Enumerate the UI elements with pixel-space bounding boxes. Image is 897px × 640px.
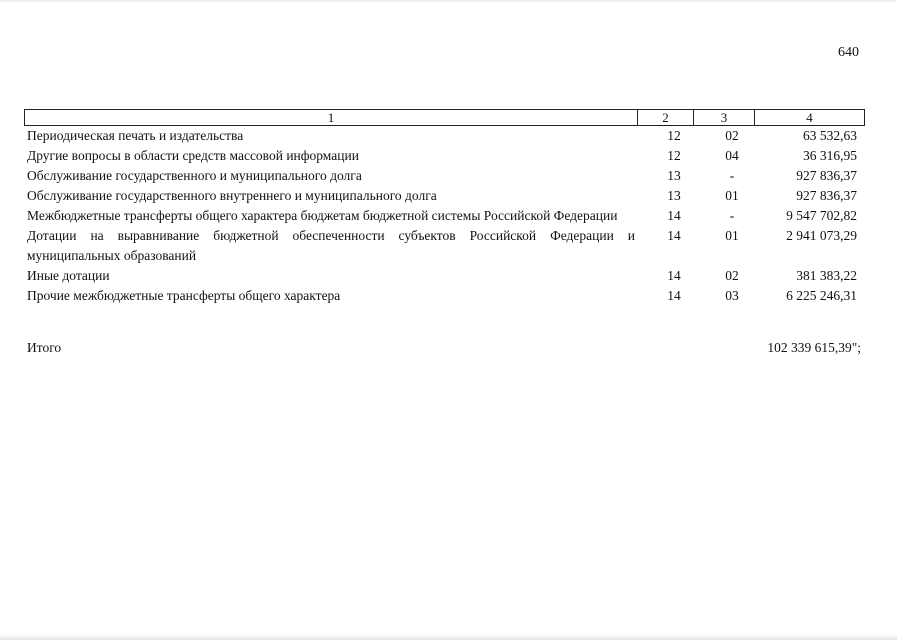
row-name: Иные дотации <box>27 268 110 283</box>
row-amount: 63 532,63 <box>803 128 857 143</box>
table-row <box>27 206 863 226</box>
table-row <box>27 266 863 286</box>
header-col-2: 2 <box>638 110 694 125</box>
row-name: Обслуживание государственного внутреннего и муниципального долга <box>27 188 437 203</box>
table-row <box>27 186 863 206</box>
table-header <box>24 109 865 126</box>
table-row <box>27 166 863 186</box>
total-label: Итого <box>27 340 62 355</box>
row-subsection: 02 <box>725 128 739 143</box>
row-subsection: - <box>729 168 735 183</box>
header-col-4: 4 <box>806 110 813 125</box>
total-value: 102 339 615,39"; <box>767 340 861 355</box>
row-section: 13 <box>667 188 681 203</box>
row-subsection: 04 <box>725 148 739 163</box>
row-subsection: 02 <box>725 268 739 283</box>
scan-edge-bottom <box>0 634 897 640</box>
row-section: 14 <box>667 228 681 243</box>
row-name: Обслуживание государственного и муниципального долга <box>27 168 362 183</box>
row-amount: 6 225 246,31 <box>786 288 857 303</box>
row-name: Другие вопросы в области средств массовой информации <box>27 148 359 163</box>
row-subsection: 01 <box>725 228 739 243</box>
row-amount: 927 836,37 <box>796 168 857 183</box>
scan-edge-top <box>0 0 897 3</box>
row-subsection: 01 <box>725 188 739 203</box>
row-name: Межбюджетные трансферты общего характера бюджетам бюджетной системы Российской Федерации <box>27 208 618 223</box>
row-amount: 927 836,37 <box>796 188 857 203</box>
row-subsection: 03 <box>725 288 739 303</box>
row-section: 12 <box>667 128 681 143</box>
row-section: 14 <box>667 288 681 303</box>
page-number: 640 <box>838 45 859 60</box>
row-amount: 9 547 702,82 <box>786 208 857 223</box>
row-name: Периодическая печать и издательства <box>27 128 244 143</box>
row-section: 14 <box>667 208 681 223</box>
row-section: 14 <box>667 268 681 283</box>
header-col-1: 1 <box>25 110 638 125</box>
row-amount: 381 383,22 <box>796 268 857 283</box>
table-row <box>27 286 863 306</box>
row-name: Прочие межбюджетные трансферты общего характера <box>27 288 341 303</box>
row-amount: 2 941 073,29 <box>786 228 857 243</box>
table-body <box>27 126 863 306</box>
row-name: Дотации на выравнивание бюджетной обеспеченности субъектов Российской Федерации и муниципальных образований <box>27 228 635 263</box>
row-amount: 36 316,95 <box>803 148 857 163</box>
total-row <box>27 338 863 358</box>
table-row <box>27 126 863 146</box>
table-row <box>27 226 863 266</box>
row-subsection: - <box>729 208 735 223</box>
row-section: 13 <box>667 168 681 183</box>
table-row <box>27 146 863 166</box>
header-col-3: 3 <box>694 110 755 125</box>
row-section: 12 <box>667 148 681 163</box>
